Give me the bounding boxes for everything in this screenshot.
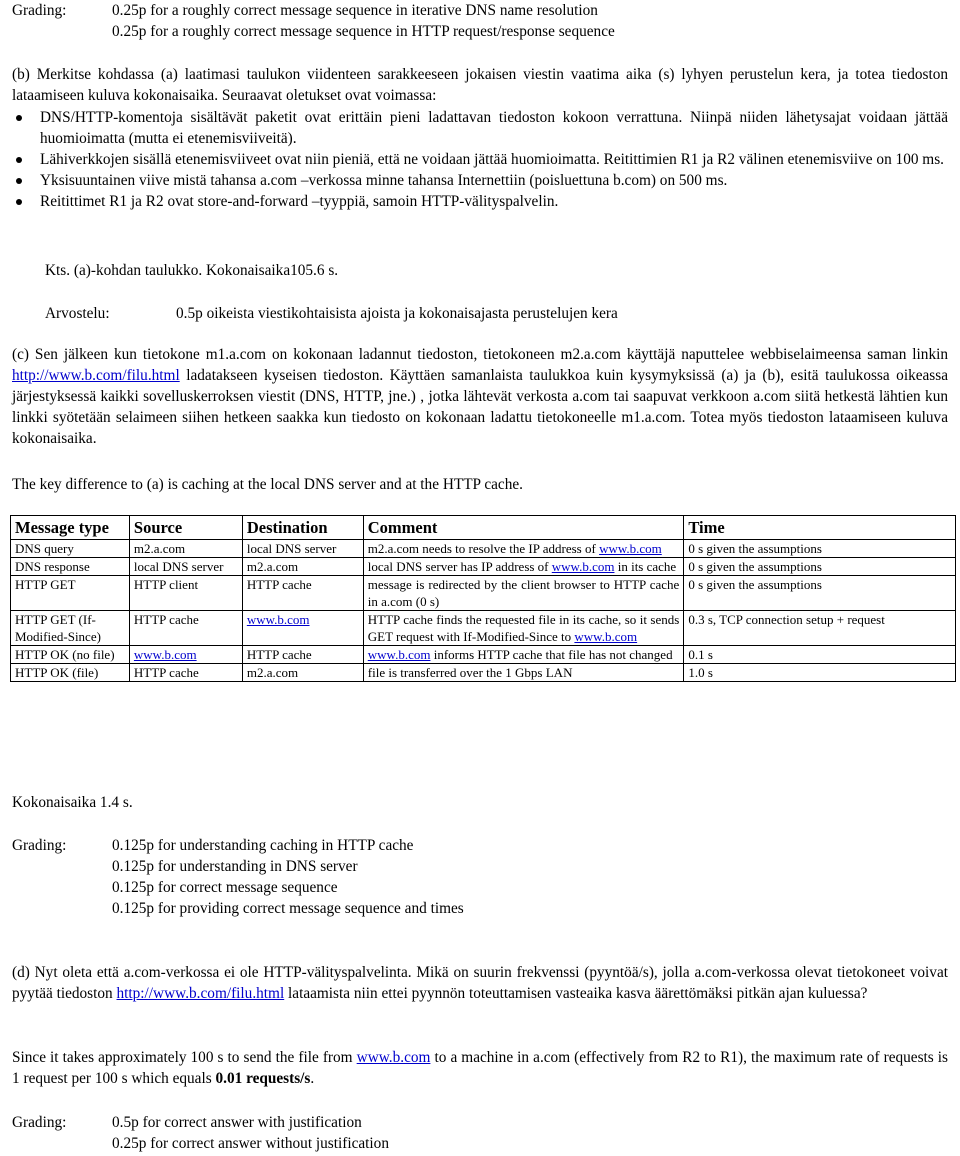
- cell-time: 0 s given the assumptions: [684, 540, 956, 558]
- grading-line: 0.125p for correct message sequence: [112, 879, 338, 896]
- cell-time: 0 s given the assumptions: [684, 558, 956, 576]
- bullet-icon: [16, 199, 22, 205]
- cell-time: 0.3 s, TCP connection setup + request: [684, 611, 956, 646]
- cell-time: 1.0 s: [684, 664, 956, 682]
- table-row: [11, 646, 956, 664]
- link[interactable]: www.b.com: [574, 629, 638, 644]
- column-header: Time: [684, 516, 956, 540]
- cell-type: DNS query: [11, 540, 130, 558]
- cell-type: HTTP OK (no file): [11, 646, 130, 664]
- cell-source: HTTP client: [129, 576, 242, 611]
- cell-type: HTTP OK (file): [11, 664, 130, 682]
- table-header-row: [11, 516, 956, 540]
- cell-source: HTTP cache: [129, 664, 242, 682]
- cell-comment: local DNS server has IP address of www.b.com in its cache: [363, 558, 684, 576]
- cell-destination: m2.a.com: [242, 558, 363, 576]
- arvostelu-text: 0.5p oikeista viestikohtaisista ajoista ja kokonaisajasta perustelujen kera: [176, 305, 618, 322]
- list-item: DNS/HTTP-komentoja sisältävät paketit ovat erittäin pieni ladattavan tiedoston kokoon verrattuna. Niinpä niiden lähetysajat voidaan jättää huomioimatta (mutta ei etenemisviiveitä).: [12, 107, 948, 149]
- cell-comment: file is transferred over the 1 Gbps LAN: [363, 664, 684, 682]
- arvostelu-label: Arvostelu:: [45, 305, 110, 322]
- table-row: [11, 576, 956, 611]
- grading-label: Grading:: [12, 1114, 67, 1131]
- list-item: Yksisuuntainen viive mistä tahansa a.com –verkossa minne tahansa Internettiin (poisluettuna b.com) on 500 ms.: [12, 170, 948, 191]
- cell-type: HTTP GET (If-Modified-Since): [11, 611, 130, 646]
- part-b-answer: Kts. (a)-kohdan taulukko. Kokonaisaika105.6 s.: [45, 262, 339, 279]
- key-difference: The key difference to (a) is caching at the local DNS server and at the HTTP cache.: [12, 476, 523, 493]
- answer-value: 0.01 requests/s: [215, 1070, 311, 1087]
- part-d-answer: Since it takes approximately 100 s to send the file from www.b.com to a machine in a.com (effectively from R2 to R1), the maximum rate of requests is 1 request per 100 s which equals 0.01 requests/s.: [12, 1049, 948, 1087]
- bullet-icon: [16, 115, 22, 121]
- cell-comment: message is redirected by the client browser to HTTP cache in a.com (0 s): [363, 576, 684, 611]
- message-table: [10, 515, 956, 682]
- grading-line: 0.5p for correct answer with justification: [112, 1114, 362, 1131]
- cell-time: 0.1 s: [684, 646, 956, 664]
- grading-label: Grading:: [12, 837, 67, 854]
- cell-comment: m2.a.com needs to resolve the IP address of www.b.com: [363, 540, 684, 558]
- link[interactable]: www.b.com: [367, 647, 431, 662]
- link[interactable]: www.b.com: [599, 541, 662, 556]
- cell-source: HTTP cache: [129, 611, 242, 646]
- column-header: Comment: [363, 516, 684, 540]
- link[interactable]: www.b.com: [246, 612, 310, 627]
- list-item: Lähiverkkojen sisällä etenemisviiveet ovat niin pieniä, että ne voidaan jättää huomioimatta. Reitittimien R1 ja R2 välinen etenemisviive on 100 ms.: [12, 149, 948, 170]
- cell-comment: www.b.com informs HTTP cache that file has not changed: [363, 646, 684, 664]
- cell-source: [129, 646, 242, 664]
- part-b-bullets: [12, 107, 948, 212]
- list-item: Reitittimet R1 ja R2 ovat store-and-forward –tyyppiä, samoin HTTP-välityspalvelin.: [12, 191, 948, 212]
- link[interactable]: www.b.com: [356, 1049, 431, 1066]
- table-row: [11, 558, 956, 576]
- filu-link[interactable]: http://www.b.com/filu.html: [116, 985, 285, 1002]
- grading-label: Grading:: [12, 2, 67, 19]
- cell-time: 0 s given the assumptions: [684, 576, 956, 611]
- cell-destination: HTTP cache: [242, 646, 363, 664]
- part-b-intro: (b) Merkitse kohdassa (a) laatimasi taulukon viidenteen sarakkeeseen jokaisen viestin vaatima aika (s) lyhyen perustelun kera, ja totea tiedoston lataamiseen kuluva kokonaisaika. Seuraavat oletukset ovat voimassa:: [12, 66, 948, 104]
- link[interactable]: www.b.com: [133, 647, 197, 662]
- cell-source: local DNS server: [129, 558, 242, 576]
- table-row: [11, 664, 956, 682]
- grading-line: 0.125p for understanding caching in HTTP cache: [112, 837, 414, 854]
- bullet-icon: [16, 157, 22, 163]
- cell-type: DNS response: [11, 558, 130, 576]
- table-row: [11, 540, 956, 558]
- column-header: Message type: [11, 516, 130, 540]
- cell-destination: [242, 611, 363, 646]
- kokonaisaika: Kokonaisaika 1.4 s.: [12, 794, 133, 811]
- filu-link[interactable]: http://www.b.com/filu.html: [12, 367, 180, 384]
- part-c-question: (c) Sen jälkeen kun tietokone m1.a.com on kokonaan ladannut tiedoston, tietokoneen m2.a.com käyttäjä naputtelee webbiselaimeensa saman linkin http://www.b.com/filu.html ladatakseen kyseisen tiedoston. Käyttäen samanlaista taulukkoa kuin kysymyksissä (a) ja (b), esitä taulukossa oikeassa järjestyksessä kaikki sovelluskerroksen viestit (DNS, HTTP, jne.) , jotka lähtevät verkosta a.com tai saapuvat verkkoon a.com siitä hetkestä lähtien kun linkki syötetään selaimeen siihen hetkeen saakka kun tiedosto on kokonaan ladattu tietokoneelle m1.a.com. Totea myös tiedoston lataamiseen kuluva kokonaisaika.: [12, 346, 948, 447]
- part-d-question: (d) Nyt oleta että a.com-verkossa ei ole HTTP-välityspalvelinta. Mikä on suurin frekvenssi (pyyntöä/s), jolla a.com-verkossa olevat tietokoneet voivat pyytää tiedoston http://www.b.com/filu.html lataamista niin ettei pyynnön toteuttamisen vasteaika kasva äärettömäksi pitkän ajan kuluessa?: [12, 964, 948, 1002]
- column-header: Source: [129, 516, 242, 540]
- column-header: Destination: [242, 516, 363, 540]
- cell-destination: HTTP cache: [242, 576, 363, 611]
- grading-line: 0.125p for understanding in DNS server: [112, 858, 358, 875]
- cell-destination: m2.a.com: [242, 664, 363, 682]
- table-row: [11, 611, 956, 646]
- cell-type: HTTP GET: [11, 576, 130, 611]
- bullet-icon: [16, 178, 22, 184]
- link[interactable]: www.b.com: [551, 559, 615, 574]
- cell-source: m2.a.com: [129, 540, 242, 558]
- grading-line: 0.25p for a roughly correct message sequence in HTTP request/response sequence: [112, 23, 615, 40]
- grading-line: 0.25p for correct answer without justification: [112, 1135, 389, 1152]
- grading-line: 0.25p for a roughly correct message sequence in iterative DNS name resolution: [112, 2, 598, 19]
- grading-line: 0.125p for providing correct message sequence and times: [112, 900, 464, 917]
- cell-destination: local DNS server: [242, 540, 363, 558]
- cell-comment: HTTP cache finds the requested file in its cache, so it sends GET request with If-Modified-Since to www.b.com: [363, 611, 684, 646]
